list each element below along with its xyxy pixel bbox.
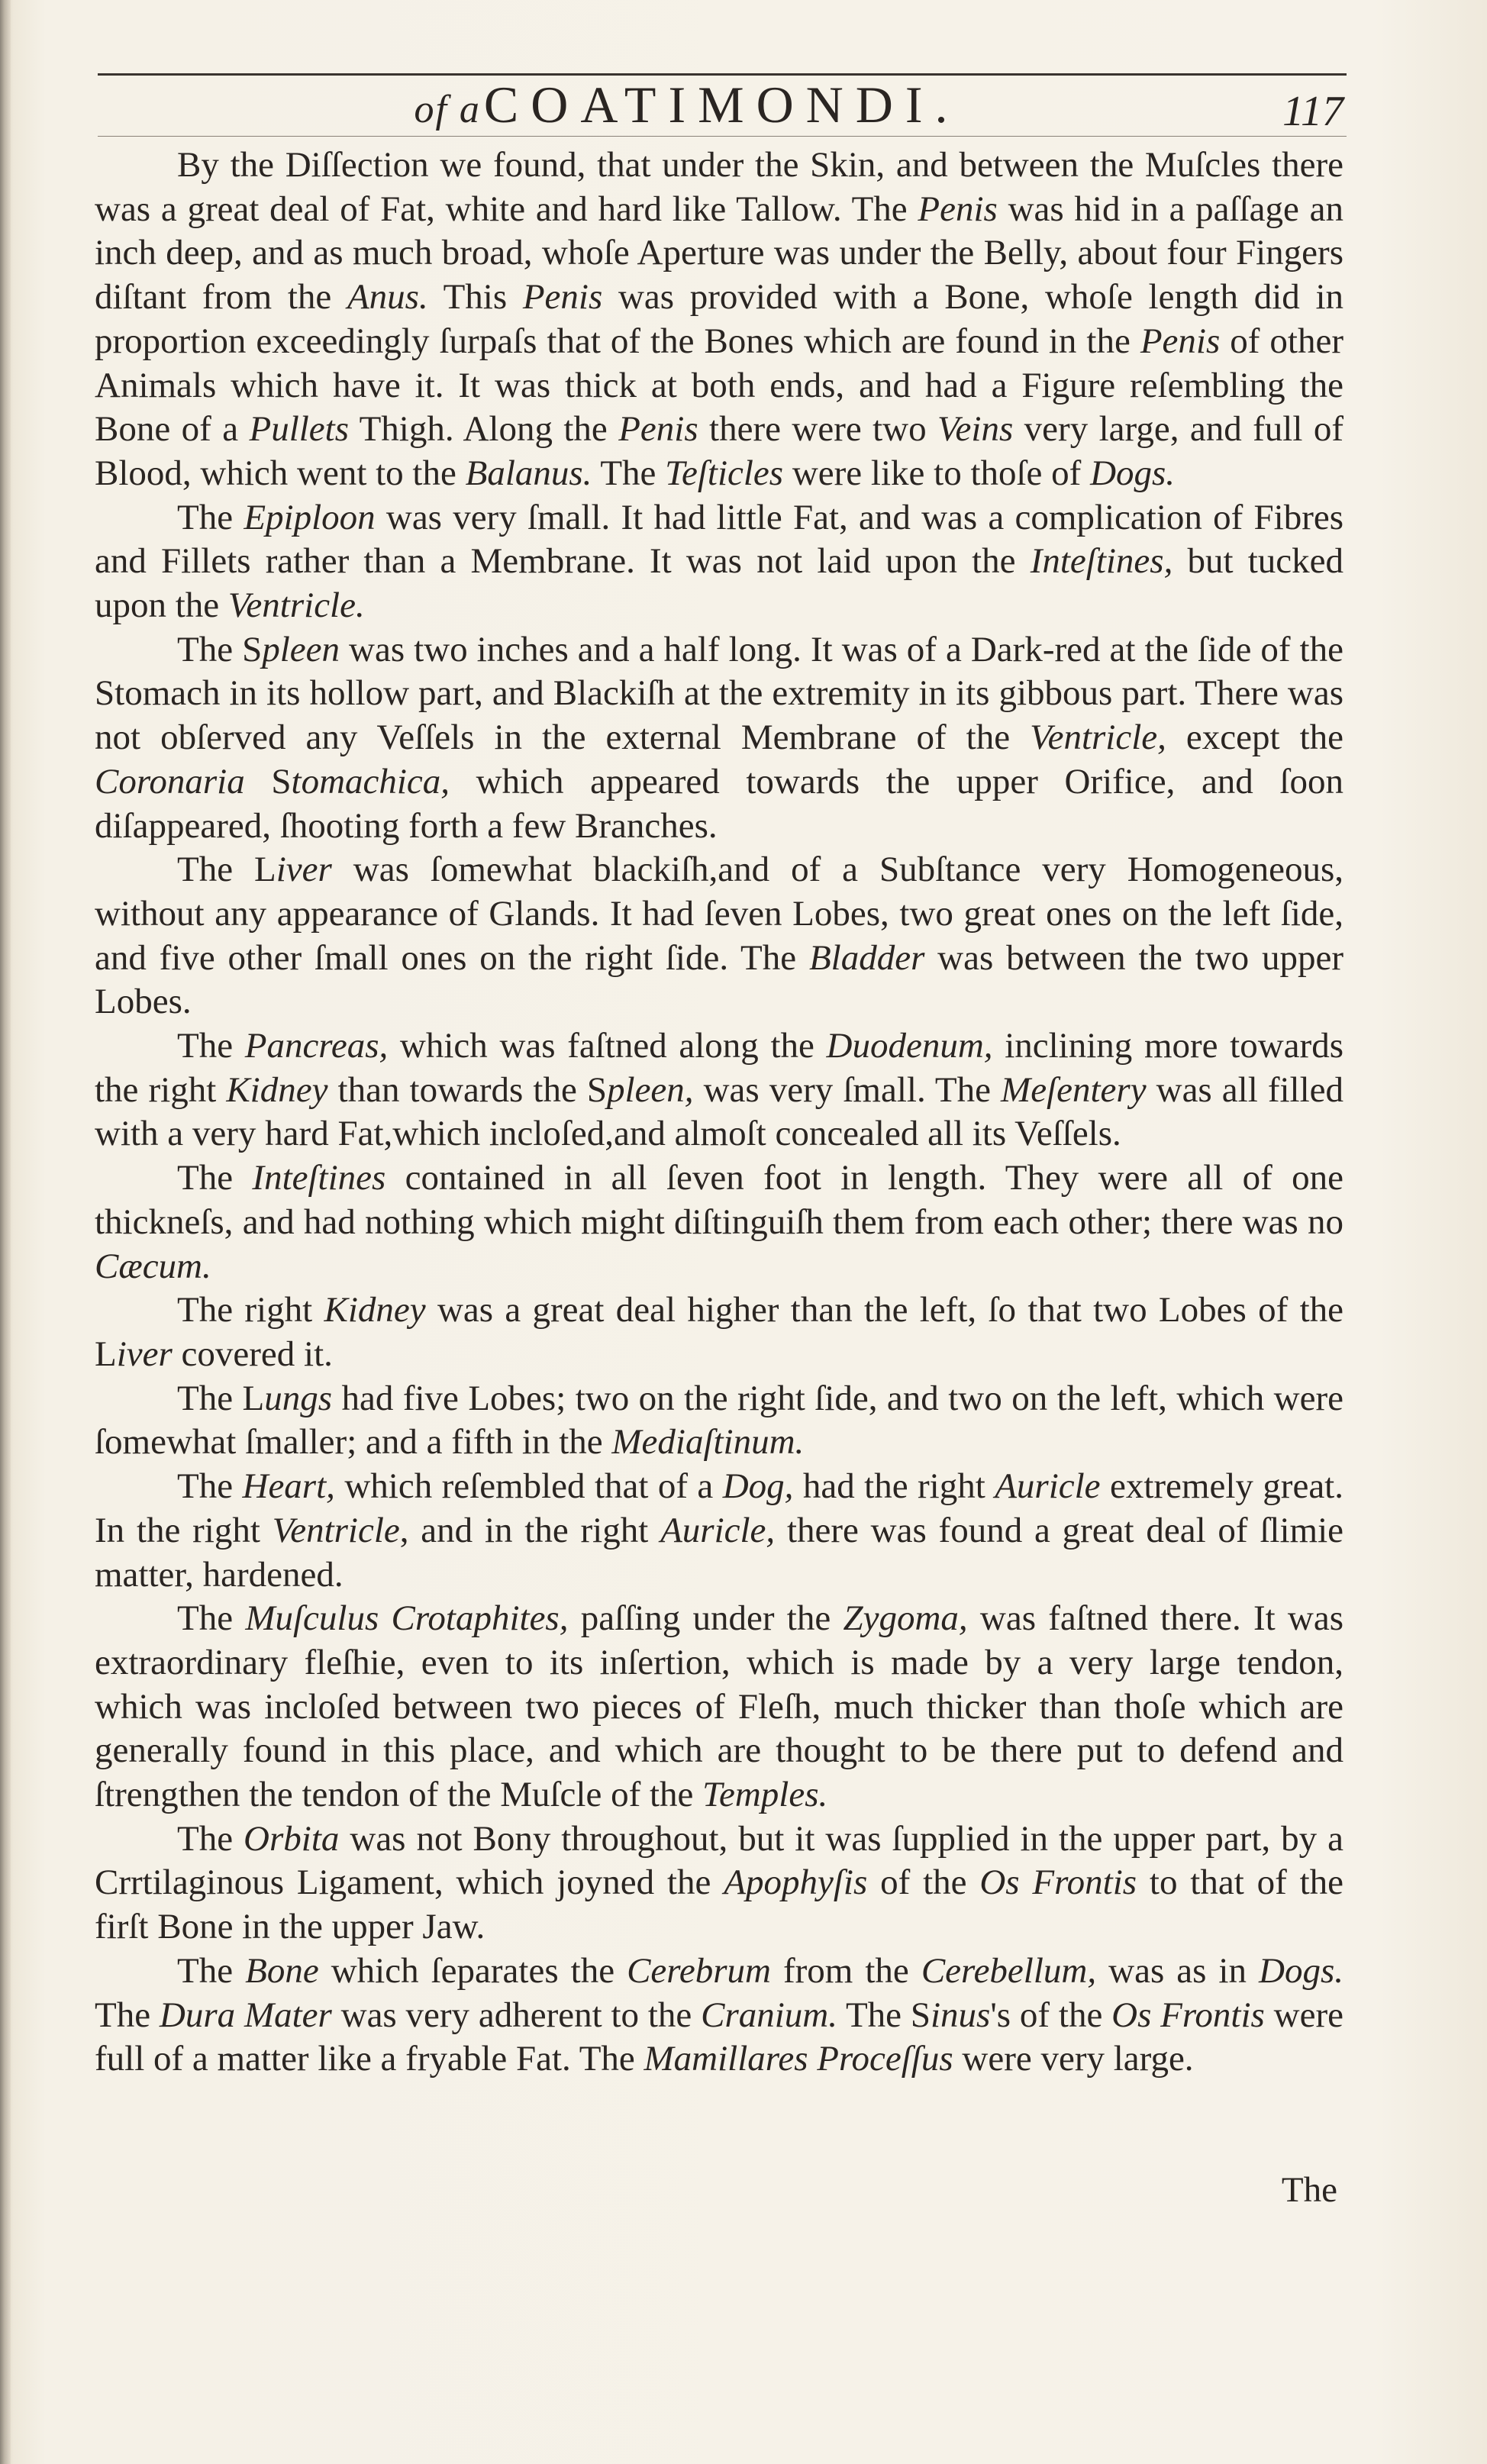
- italic-term: Penis: [522, 277, 603, 318]
- text-run: extremely great. In the right: [95, 1466, 1343, 1550]
- italic-term: Auricle: [995, 1466, 1101, 1507]
- paragraph: [95, 1288, 1343, 1376]
- italic-term: Epiploon: [244, 497, 376, 537]
- paragraph: [95, 1817, 1343, 1950]
- italic-term: Penis: [1140, 321, 1221, 361]
- italic-term: Temples.: [702, 1775, 828, 1815]
- text-run: there was found a great deal of ſlimie matter, hardened.: [95, 1510, 1343, 1595]
- italic-term: Cerebellum,: [921, 1950, 1097, 1991]
- text-run: Thigh. Along the: [349, 409, 619, 450]
- text-run: was between the two upper Lobes.: [95, 937, 1343, 1022]
- text-run: The S: [177, 629, 263, 669]
- italic-term: inus: [930, 1995, 991, 2035]
- italic-term: Balanus.: [465, 453, 592, 493]
- italic-term: Muſculus Crotaphites,: [245, 1598, 569, 1639]
- running-head-title: COATIMONDI.: [483, 76, 960, 134]
- italic-term: Ventricle: [272, 1510, 400, 1550]
- italic-term: Heart,: [242, 1466, 335, 1507]
- italic-term: Coronaria: [95, 761, 245, 801]
- italic-term: Veins: [937, 409, 1014, 450]
- paragraph: [95, 1950, 1343, 2082]
- italic-term: iver: [116, 1334, 173, 1374]
- text-run: was very adherent to the: [331, 1995, 702, 2035]
- text-run: The: [177, 1026, 245, 1066]
- italic-term: Ventricle,: [1030, 718, 1166, 758]
- italic-term: Kidney: [226, 1069, 328, 1110]
- paragraph: [95, 1465, 1343, 1597]
- text-run: The: [177, 1598, 246, 1639]
- text-run: to that of the firſt Bone in the upper Jaw.: [95, 1863, 1343, 1947]
- italic-term: Kidney: [324, 1290, 426, 1330]
- text-run: which appeared towards the upper Orifice, and ſoon diſappeared, ſhooting forth a few Branches.: [95, 761, 1343, 846]
- italic-term: ungs: [264, 1378, 333, 1418]
- italic-term: Zygoma,: [843, 1598, 968, 1639]
- text-run: was two inches and a half long. It was of a Dark-red at the ſide of the Stomach in its hollow part, and Blackiſh at the extremity in its gibbous part. There was not obſerved any Veſſels in the external Membrane of the: [95, 629, 1343, 758]
- text-run: was not Bony throughout, but it was ſupplied in the upper part, by a Crrtilaginous Ligament, which joyned the: [95, 1818, 1343, 1903]
- italic-term: Mediaſtinum.: [611, 1422, 805, 1463]
- text-run: The: [177, 497, 244, 537]
- italic-term: Penis: [618, 409, 698, 450]
- text-run: , and in the right: [399, 1510, 661, 1550]
- paragraph: [95, 848, 1343, 1024]
- text-run: The: [177, 1818, 244, 1859]
- text-run: The: [177, 1466, 243, 1507]
- italic-term: tomachica,: [291, 761, 450, 801]
- italic-term: Meſentery: [1001, 1069, 1147, 1110]
- italic-term: Cranium.: [701, 1995, 837, 2035]
- text-run: had five Lobes; two on the right ſide, and two on the left, which were ſomewhat ſmaller; and a fifth in the: [95, 1378, 1343, 1463]
- italic-term: Mamillares Proceſſus: [644, 2039, 953, 2079]
- text-run: was ſomewhat blackiſh,and of a Subſtance very Homogeneous, without any appearance of Glands. It had ſeven Lobes, two great ones on the left ſide, and five other ſmall ones on the right ſide. The: [95, 850, 1343, 978]
- text-run: except the: [1166, 718, 1344, 758]
- text-run: from the: [770, 1950, 921, 1991]
- text-run: which was faſtned along the: [388, 1026, 827, 1066]
- text-run: was very ſmall. The: [693, 1069, 1002, 1110]
- italic-term: Inteſtines,: [1030, 541, 1173, 582]
- text-run: was very ſmall. It had little Fat, and was a complication of Fibres and Fillets rather than a Membrane. It was not laid upon the: [95, 497, 1343, 582]
- text-run: The right: [177, 1290, 324, 1330]
- text-run: were full of a matter like a fryable Fat. The: [95, 1995, 1343, 2079]
- text-run: The: [177, 1950, 246, 1991]
- text-run: The S: [837, 1995, 931, 2035]
- text-run: paſſing under the: [568, 1598, 843, 1639]
- paragraph: [95, 496, 1343, 628]
- text-run: was hid in a paſſage an inch deep, and as much broad, whoſe Aperture was under the Belly, about four Fingers diſtant from the: [95, 189, 1343, 318]
- text-run: S: [244, 761, 292, 801]
- italic-term: Cæcum.: [95, 1246, 211, 1286]
- text-run: was all filled with a very hard Fat,which incloſed,and almoſt concealed all its Veſſels.: [95, 1069, 1344, 1154]
- italic-term: Penis: [918, 189, 998, 229]
- catchword: The: [1281, 2170, 1337, 2210]
- italic-term: Dura Mater: [159, 1995, 332, 2035]
- italic-term: Pancreas,: [244, 1026, 389, 1066]
- paragraph: [95, 144, 1343, 496]
- paragraph: [95, 628, 1343, 849]
- text-run: was provided with a Bone, whoſe length did in proportion exceedingly ſurpaſs that of the Bones which are found in the: [95, 277, 1344, 361]
- italic-term: iver: [276, 850, 332, 890]
- text-run: covered it.: [172, 1334, 333, 1374]
- italic-term: Os Frontis: [979, 1863, 1137, 1903]
- italic-term: Auricle,: [660, 1510, 776, 1550]
- text-run: The: [95, 1995, 160, 2035]
- page-binding-edge: [0, 0, 11, 2464]
- italic-term: Anus.: [347, 277, 428, 318]
- text-run: there were two: [698, 409, 938, 450]
- text-run: was faſtned there. It was extraordinary fleſhie, even to its inſertion, which is made by a very large tendon, which was incloſed between two pieces of Fleſh, much thicker than thoſe which are generally found in this place, and which are thought to be there put to defend and ſtrengthen the tendon of the Muſcle of the: [95, 1598, 1344, 1815]
- italic-term: Bladder: [808, 937, 925, 978]
- header-underline: [98, 136, 1347, 137]
- text-run: which ſeparates the: [318, 1950, 627, 1991]
- text-run: but tucked upon the: [95, 541, 1343, 626]
- italic-term: Dogs.: [1259, 1950, 1344, 1991]
- paragraph: [95, 1156, 1343, 1288]
- paragraph: [95, 1377, 1343, 1465]
- text-run: contained in all ſeven foot in length. They were all of one thickneſs, and had nothing which might diſtinguiſh them from each other; there was no: [95, 1158, 1343, 1242]
- text-run: The L: [177, 1378, 265, 1418]
- text-run: By the Diſſection we found, that under the Skin, and between the Muſcles there was a great deal of Fat, white and hard like Tallow. The: [95, 145, 1343, 229]
- text-run: of other Animals which have it. It was thick at both ends, and had a Figure reſembling the Bone of a: [95, 321, 1343, 450]
- running-head-of: of a: [414, 88, 481, 131]
- italic-term: pleen: [262, 629, 340, 669]
- italic-term: Cerebrum: [627, 1950, 771, 1991]
- text-run: 's of the: [990, 1995, 1112, 2035]
- italic-term: Dogs.: [1090, 453, 1176, 493]
- text-run: was a great deal higher than the left, ſo that two Lobes of the L: [95, 1290, 1343, 1374]
- body-text: [95, 144, 1343, 2159]
- text-run: were very large.: [953, 2039, 1194, 2079]
- text-run: inclining more towards the right: [95, 1026, 1343, 1110]
- text-run: very large, and full of Blood, which went to the: [95, 409, 1343, 493]
- text-run: had the right: [793, 1466, 995, 1507]
- italic-term: Apophyſis: [724, 1863, 868, 1903]
- italic-term: pleen,: [607, 1069, 694, 1110]
- italic-term: Teſticles: [665, 453, 784, 493]
- text-run: than towards the S: [327, 1069, 608, 1110]
- italic-term: Inteſtines: [252, 1158, 386, 1198]
- italic-term: Ventricle.: [227, 585, 365, 626]
- italic-term: Os Frontis: [1111, 1995, 1265, 2035]
- text-run: were like to thoſe of: [783, 453, 1091, 493]
- text-run: which reſembled that of a: [334, 1466, 723, 1507]
- running-head: [344, 75, 1031, 134]
- text-run: The: [592, 453, 666, 493]
- italic-term: Orbita: [244, 1818, 340, 1859]
- text-run: The: [177, 1158, 253, 1198]
- paragraph: [95, 1024, 1343, 1156]
- italic-term: Duodenum,: [826, 1026, 993, 1066]
- text-run: This: [427, 277, 523, 318]
- text-run: was as in: [1096, 1950, 1260, 1991]
- italic-term: Bone: [245, 1950, 319, 1991]
- text-run: The L: [177, 850, 276, 890]
- paragraph: [95, 1597, 1343, 1817]
- page-number: 117: [1282, 88, 1343, 135]
- italic-term: Dog,: [722, 1466, 794, 1507]
- italic-term: Pullets: [249, 409, 350, 450]
- text-run: of the: [867, 1863, 980, 1903]
